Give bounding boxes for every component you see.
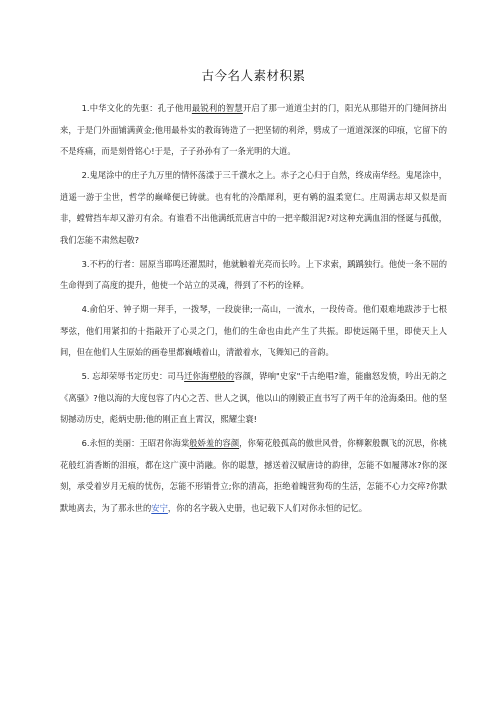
paragraph-6 xyxy=(60,433,447,519)
paragraph-text: 2.鬼尾涂中的庄子九万里的情怀荡漾于三千濮水之上。赤子之心归于自然，终成南华经。鬼尾涂中，逍遥一游于尘世，哲学的巅峰便已铸就。也有牝的冷酷犀利，更有鹓的温柔宽仁。庄周满志却又似是而非，螳臂挡车却又游刃有余。有谁看不出他满纸荒唐言中的一把辛酸泪泥?对这种充满血泪的怪诞与孤傲，我们怎能不肃然起敬? xyxy=(60,170,447,245)
paragraph-2 xyxy=(60,165,447,251)
underlined-text: 最锐利的智慧 xyxy=(191,103,243,113)
paragraph-1 xyxy=(60,98,447,163)
document-body xyxy=(60,98,447,519)
paragraph-text: 容颜，铧响"史家"千古绝唱?谁，能幽怒发愤，吟出无韵之《离骚》?他以海的大度包容了内心之苦、世人之讽，他以山的刚毅正直书写了两千年的沧海桑田。他的坚韧撼动历史，彪炳史册;他的刚正直上霄汉，熙耀尘寰! xyxy=(60,371,447,424)
paragraph-5 xyxy=(60,366,447,431)
underlined-text: 迁你海塑般的 xyxy=(184,371,235,381)
paragraph-text: ，你菊花般孤高的傲世风骨，你柳絮般飘飞的沉思，你桃花般红消香断的泪痕，都在这广漠中消融。你的聪慧，撼送着汉赋唐诗的韵律，怎能不如履薄冰?你的深刻，承受着岁月无痕的忧伤，怎能不形销骨立;你的清高，拒绝着魄营狗苟的生活，怎能不心力交瘁?你默默地离去，为了那永世的 xyxy=(60,438,447,513)
paragraph-text: ，你的名字载入史册，也记载下人们对你永恒的记忆。 xyxy=(167,502,368,513)
paragraph-text: 1.中华文化的先驱：孔子他用 xyxy=(81,103,192,113)
paragraph-text: 4.俞伯牙、钟子期一拜手，一拨琴，一段旋律;一高山，一流水，一段传奇。他们艰难地跋涉于七根琴弦，他们用紧扣的十指敲开了心灵之门，他们的生命也由此产生了共振。即使远隔千里，即使天上人间，但在他们人生原始的画卷里都巍峨着山，清澈着水，飞舞知己的音韵。 xyxy=(60,304,447,357)
paragraph-text: 6.永恒的美丽：王昭君你海棠 xyxy=(81,438,190,448)
paragraph-text: 3.不朽的行者：屈原当耶鸣还濯黑时，他就触着光亮而长吟。上下求索，踽踽独行。他使一条不屈的生命得到了高度的提升，他使一个站立的灵魂，得到了不朽的诠释。 xyxy=(60,258,447,290)
underlined-text: 般娇羞的容颜 xyxy=(189,438,240,448)
document-title: 古今名人素材积累 xyxy=(201,68,306,83)
link-text: 安宁 xyxy=(151,502,168,513)
paragraph-4 xyxy=(60,299,447,364)
paragraph-text: 开启了那一道道尘封的门，阳光从那错开的门缝间挤出来，于是门外面铺满黄金;他用最朴实的教诲铸造了一把坚韧的利斧，劈成了一道道深深的印痕，它留下的不是疼痛，而是刻骨铭心!于是，子子孙孙有了一条光明的大道。 xyxy=(60,103,447,156)
paragraph-3 xyxy=(60,254,447,297)
paragraph-text: 5. 忘却荣辱书定历史：司马 xyxy=(81,371,185,381)
